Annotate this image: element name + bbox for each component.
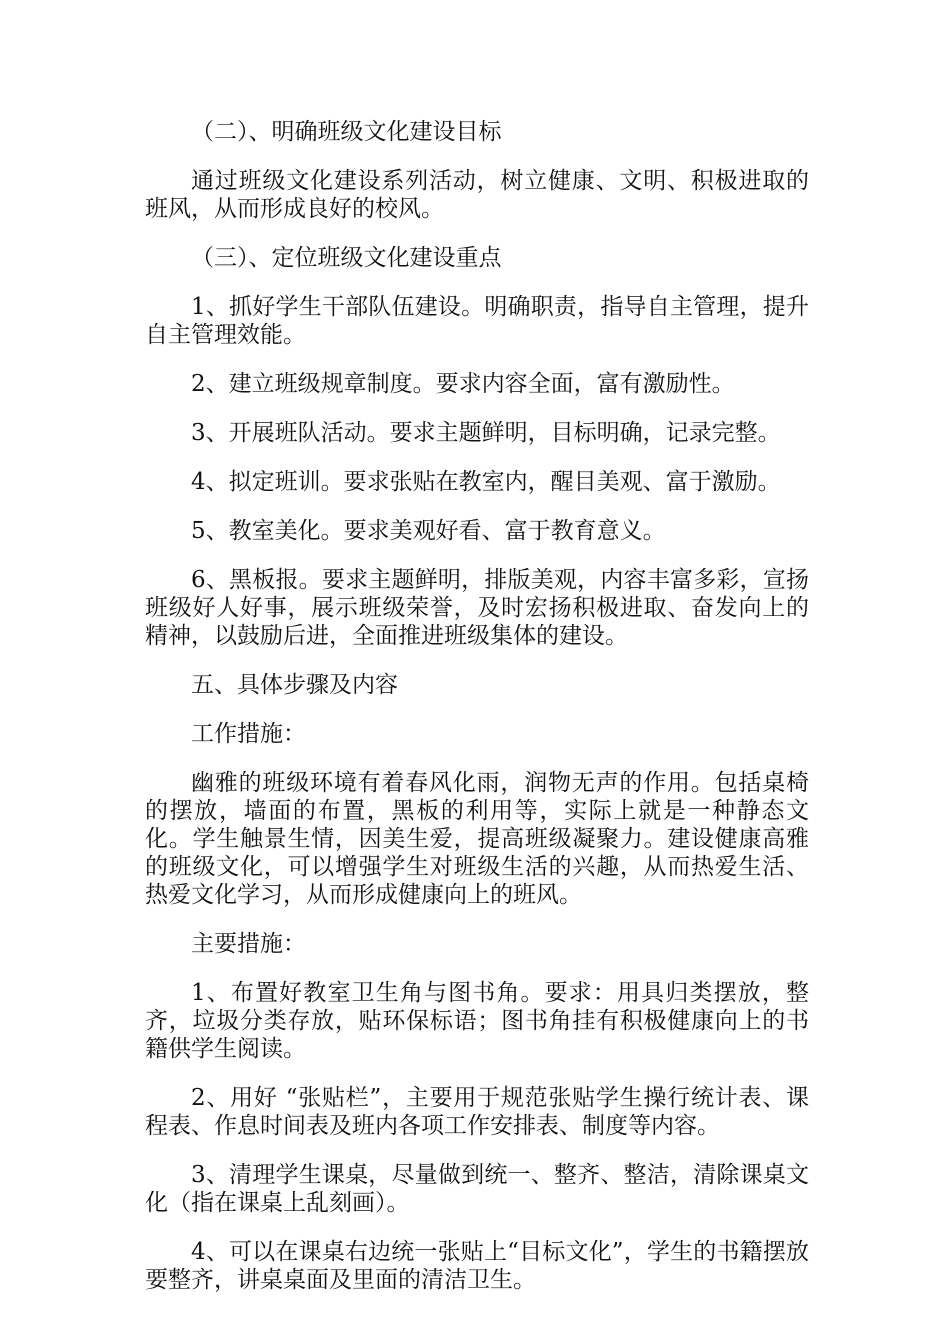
section-heading-goal: （二）、明确班级文化建设目标 xyxy=(191,119,502,145)
document-body xyxy=(145,118,809,1315)
measure-item-3: 3、清理学生课桌，尽量做到统一、整齐、整洁，清除课桌文化（指在课桌上乱刻画）。 xyxy=(145,1162,809,1216)
measure-item-4: 4、可以在课桌右边统一张贴上“目标文化”，学生的书籍摆放要整齐，讲桌桌面及里面的清洁卫生。 xyxy=(145,1239,809,1293)
measure-item-2: 2、用好 “张贴栏”，主要用于规范张贴学生操行统计表、课程表、作息时间表及班内各项工作安排表、制度等内容。 xyxy=(145,1085,809,1139)
list-item-6: 6、黑板报。要求主题鲜明，排版美观，内容丰富多彩，宣扬班级好人好事，展示班级荣誉，及时宏扬积极进取、奋发向上的精神，以鼓励后进，全面推进班级集体的建设。 xyxy=(145,567,809,649)
list-item-3: 3、开展班队活动。要求主题鲜明，目标明确，记录完整。 xyxy=(191,420,781,446)
list-item-5: 5、教室美化。要求美观好看、富于教育意义。 xyxy=(191,518,666,544)
subheading-main-measures: 主要措施： xyxy=(191,931,306,957)
section-heading-focus: （三）、定位班级文化建设重点 xyxy=(191,245,502,271)
list-item-2: 2、建立班级规章制度。要求内容全面，富有激励性。 xyxy=(191,371,735,397)
list-item-4: 4、拟定班训。要求张贴在教室内，醒目美观、富于激励。 xyxy=(191,469,781,495)
measure-item-1: 1、布置好教室卫生角与图书角。要求：用具归类摆放，整齐，垃圾分类存放，贴环保标语；图书角挂有积极健康向上的书籍供学生阅读。 xyxy=(145,980,809,1062)
paragraph-environment: 幽雅的班级环境有着春风化雨，润物无声的作用。包括桌椅的摆放，墙面的布置，黑板的利用等，实际上就是一种静态文化。学生触景生情，因美生爱，提高班级凝聚力。建设健康高雅的班级文化，可以增强学生对班级生活的兴趣，从而热爱生活、热爱文化学习，从而形成健康向上的班风。 xyxy=(145,770,809,908)
subheading-work-measures: 工作措施： xyxy=(191,721,306,747)
list-item-1: 1、抓好学生干部队伍建设。明确职责，指导自主管理，提升自主管理效能。 xyxy=(145,294,809,348)
section-heading-steps: 五、具体步骤及内容 xyxy=(191,672,398,698)
paragraph-goal-text: 通过班级文化建设系列活动，树立健康、文明、积极进取的班风，从而形成良好的校风。 xyxy=(145,168,809,222)
